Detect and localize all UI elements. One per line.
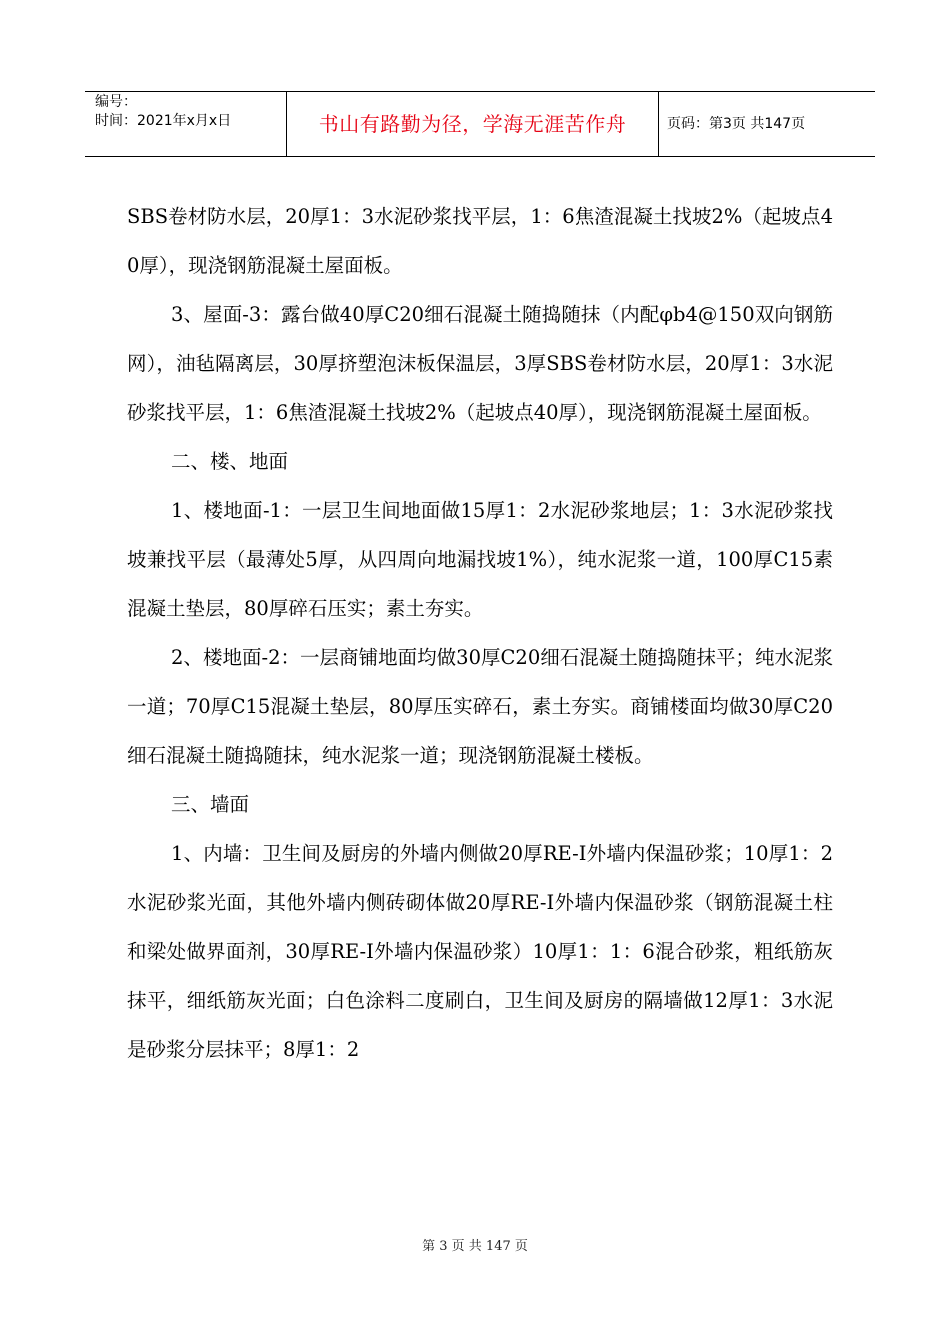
document-body: [127, 192, 833, 1074]
header-meta: [85, 92, 286, 156]
document-time-label: 时间：2021年x月x日: [95, 113, 232, 129]
body-paragraph: 2、楼地面-2：一层商铺地面均做30厚C20细石混凝土随捣随抹平；纯水泥浆一道；70厚C15混凝土垫层，80厚压实碎石，素土夯实。商铺楼面均做30厚C20细石混凝土随捣随抹，纯水泥浆一道；现浇钢筋混凝土楼板。: [127, 646, 833, 767]
body-paragraph: SBS卷材防水层，20厚1：3水泥砂浆找平层，1：6焦渣混凝土找坡2%（起坡点40厚），现浇钢筋混凝土屋面板。: [127, 205, 833, 277]
header-divider: [658, 92, 659, 156]
section-heading: 三、墙面: [171, 793, 250, 816]
page-footer: 第 3 页 共 147 页: [422, 1239, 528, 1254]
section-heading: 二、楼、地面: [171, 450, 289, 473]
document-number-label: 编号：: [95, 94, 137, 110]
header-motto: 书山有路勤为径，学海无涯苦作舟: [318, 112, 627, 136]
page-header: [85, 91, 875, 157]
body-paragraph: 1、楼地面-1：一层卫生间地面做15厚1：2水泥砂浆地层；1：3水泥砂浆找坡兼找平层（最薄处5厚，从四周向地漏找坡1%），纯水泥浆一道，100厚C15素混凝土垫层，80厚碎石压实；素土夯实。: [127, 499, 833, 620]
body-paragraph: 3、屋面-3：露台做40厚C20细石混凝土随捣随抹（内配φb4@150双向钢筋网），油毡隔离层，30厚挤塑泡沫板保温层，3厚SBS卷材防水层，20厚1：3水泥砂浆找平层，1：6焦渣混凝土找坡2%（起坡点40厚），现浇钢筋混凝土屋面板。: [127, 303, 833, 424]
header-page-info: 页码：第3页 共147页: [667, 116, 806, 132]
body-paragraph: 1、内墙：卫生间及厨房的外墙内侧做20厚RE-I外墙内保温砂浆；10厚1：2水泥砂浆光面，其他外墙内侧砖砌体做20厚RE-I外墙内保温砂浆（钢筋混凝土柱和梁处做界面剂，30厚RE-I外墙内保温砂浆）10厚1：1：6混合砂浆，粗纸筋灰抹平，细纸筋灰光面；白色涂料二度刷白，卫生间及厨房的隔墙做12厚1：3水泥是砂浆分层抹平；8厚1：2: [127, 842, 833, 1061]
